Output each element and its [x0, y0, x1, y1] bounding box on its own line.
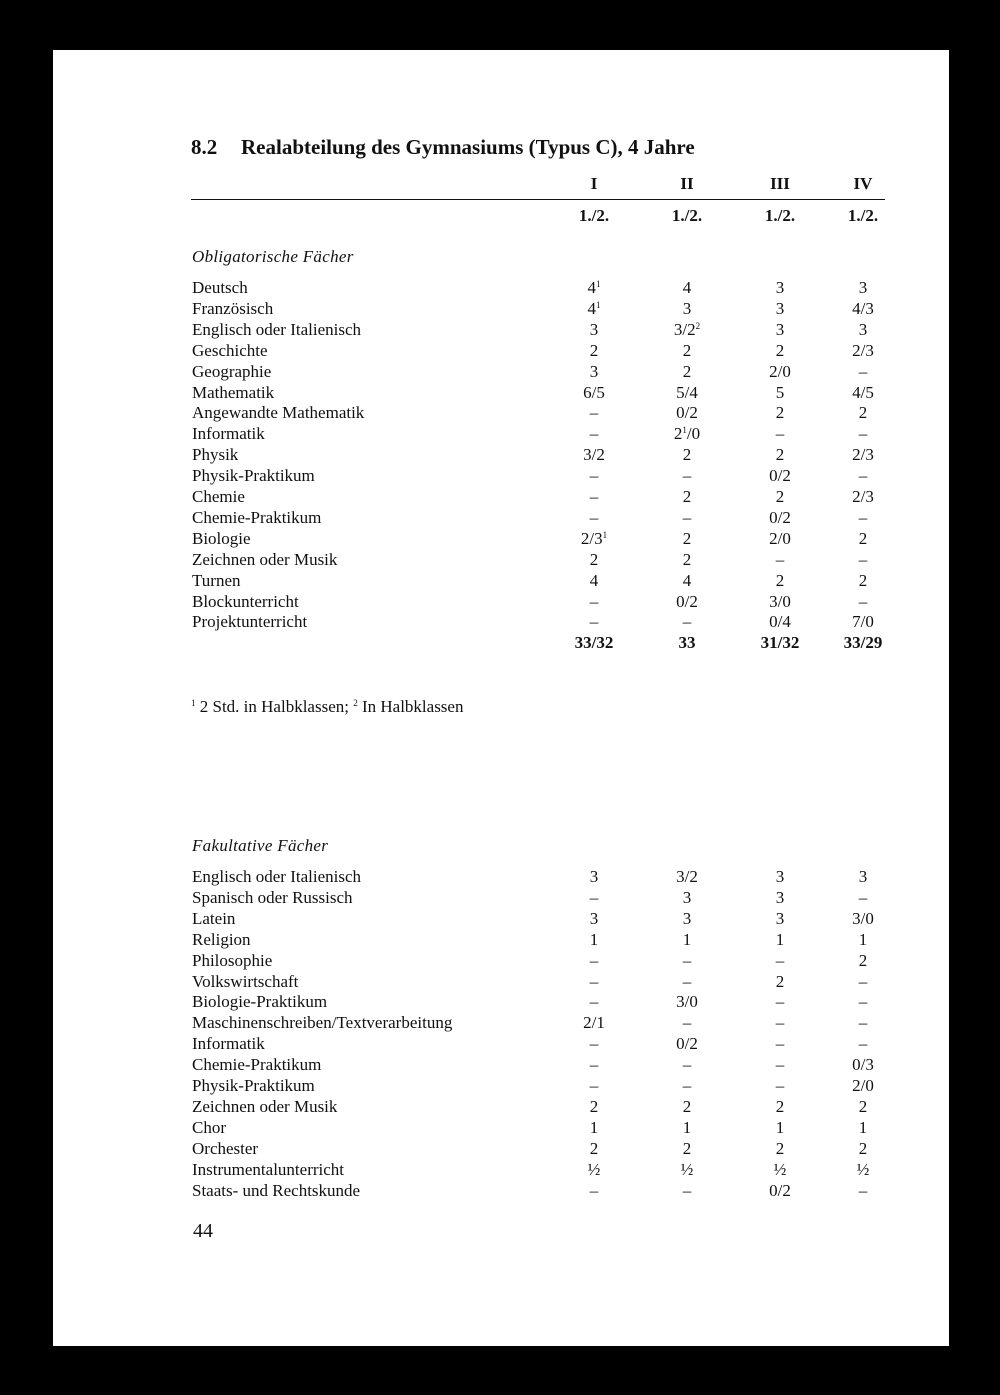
subject-name: Deutsch [192, 278, 248, 297]
total-year-2: 33 [678, 633, 696, 653]
hours-year-3: 2/0 [769, 528, 791, 548]
hours-year-3: 1 [775, 1117, 785, 1137]
obligatory-row [192, 277, 902, 298]
obligatory-heading: Obligatorische Fächer [192, 247, 354, 266]
hours-year-1: – [589, 1180, 599, 1200]
obligatory-row [192, 340, 902, 361]
hours-year-4: 2 [858, 1138, 868, 1158]
obligatory-row [192, 591, 902, 612]
hours-year-4: 2/3 [852, 340, 874, 360]
hours-year-3: 3 [775, 867, 785, 886]
hours-year-4: – [858, 971, 868, 991]
hours-year-3: 3 [775, 278, 785, 297]
hours-year-2: 0/2 [676, 1034, 698, 1054]
optional-row [192, 866, 902, 887]
obligatory-row [192, 570, 902, 591]
obligatory-row [192, 528, 902, 549]
hours-year-2: $3/2^2$ [673, 319, 701, 339]
hours-year-1: 3 [589, 908, 599, 928]
hours-year-4: – [858, 1034, 868, 1054]
hours-year-4: 4/3 [852, 298, 874, 318]
optional-row [192, 908, 902, 929]
document-page [53, 50, 949, 1346]
hours-year-4: 3 [858, 867, 868, 886]
hours-year-4: – [858, 1013, 868, 1033]
hours-year-3: – [775, 1055, 785, 1075]
obligatory-row [192, 382, 902, 403]
hours-year-2: – [682, 612, 692, 632]
hours-year-3: – [775, 549, 785, 569]
hours-year-2: – [682, 1180, 692, 1200]
hours-year-2: – [682, 1013, 692, 1033]
hours-year-3: 2 [775, 487, 785, 506]
hours-year-2: 0/2 [676, 403, 698, 423]
hours-year-4: 1 [858, 929, 868, 949]
subject-name: Informatik [192, 1034, 265, 1054]
optional-row [192, 1075, 902, 1096]
hours-year-1: – [589, 887, 599, 907]
hours-year-3: – [775, 992, 785, 1012]
subject-name: Biologie-Praktikum [192, 992, 328, 1012]
column-header-IV: IV [853, 174, 873, 193]
section-title [191, 135, 695, 160]
hours-year-1: ½ [587, 1159, 601, 1179]
hours-year-1: – [589, 466, 599, 486]
subject-name: Englisch oder Italienisch [192, 867, 362, 886]
optional-row [192, 929, 902, 950]
hours-year-3: 3 [775, 887, 785, 907]
hours-year-4: – [858, 1180, 868, 1200]
obligatory-row [192, 465, 902, 486]
hours-year-2: 3/0 [676, 992, 698, 1012]
hours-year-3: 3 [775, 319, 785, 339]
optional-row [192, 887, 902, 908]
hours-year-1: 1 [589, 929, 599, 949]
total-year-1: 33/32 [574, 633, 614, 653]
hours-year-1: 2 [589, 1138, 599, 1158]
hours-year-2: 3 [682, 298, 692, 318]
subject-name: Spanisch oder Russisch [192, 887, 353, 907]
hours-year-1: – [589, 612, 599, 632]
hours-year-3: – [775, 1013, 785, 1033]
hours-year-4: 2 [858, 528, 868, 548]
optional-row [192, 1096, 902, 1117]
hours-year-4: 3/0 [852, 908, 874, 928]
hours-year-1: 3 [589, 361, 599, 381]
subject-name: Religion [192, 929, 251, 949]
hours-year-2: 2 [682, 340, 692, 360]
hours-year-4: – [858, 424, 868, 444]
hours-year-3: 2 [775, 971, 785, 991]
hours-year-3: 5 [775, 382, 785, 402]
hours-year-1: – [589, 950, 599, 970]
hours-year-3: – [775, 950, 785, 970]
hours-year-4: 2 [858, 570, 868, 590]
optional-row [192, 971, 902, 992]
hours-year-4: 7/0 [852, 612, 874, 632]
semester-header-1: 1./2. [578, 206, 610, 225]
hours-year-1: – [589, 507, 599, 527]
hours-year-2: 1 [682, 1117, 692, 1137]
hours-year-4: – [858, 887, 868, 907]
hours-year-1: – [589, 1034, 599, 1054]
hours-year-3: 0/2 [769, 1180, 791, 1200]
hours-year-3: 2 [775, 1096, 785, 1116]
subject-name: Turnen [192, 570, 241, 590]
hours-year-2: 2 [682, 1138, 692, 1158]
hours-year-1: – [589, 403, 599, 423]
optional-row [192, 1180, 902, 1201]
subject-name: Mathematik [192, 382, 275, 402]
section-title-text: Realabteilung des Gymnasiums (Typus C), 4 Jahre [241, 135, 695, 159]
hours-year-4: – [858, 992, 868, 1012]
hours-year-4: 2/0 [852, 1076, 874, 1095]
header-rule [191, 199, 885, 200]
hours-year-2: – [682, 1055, 692, 1075]
subject-name: Chemie-Praktikum [192, 507, 322, 527]
optional-row [192, 1033, 902, 1054]
obligatory-row [192, 507, 902, 528]
hours-year-3: – [775, 424, 785, 444]
subject-name: Volkswirtschaft [192, 971, 299, 991]
hours-year-4: 3 [858, 319, 868, 339]
subject-name: Chor [192, 1117, 226, 1137]
hours-year-4: 2/3 [852, 487, 874, 506]
hours-year-2: 4 [682, 570, 692, 590]
hours-year-3: 3 [775, 298, 785, 318]
obligatory-row [192, 298, 902, 319]
semester-header-4: 1./2. [847, 206, 879, 225]
column-header-I: I [590, 174, 598, 193]
semester-header-2: 1./2. [671, 206, 703, 225]
total-year-3: 31/32 [760, 633, 800, 653]
optional-row [192, 991, 902, 1012]
subject-name: Zeichnen oder Musik [192, 549, 338, 569]
hours-year-2: – [682, 1076, 692, 1095]
hours-year-2: 3 [682, 908, 692, 928]
hours-year-1: – [589, 1076, 599, 1095]
hours-year-3: 2 [775, 403, 785, 423]
hours-year-1: $2/3^1$ [580, 528, 608, 548]
hours-year-4: 1 [858, 1117, 868, 1137]
hours-year-3: 0/4 [769, 612, 791, 632]
obligatory-row [192, 486, 902, 507]
section-number: 8.2 [191, 135, 218, 159]
subject-name: Geschichte [192, 340, 268, 360]
hours-year-1: 3 [589, 867, 599, 886]
hours-year-1: 2 [589, 1096, 599, 1116]
hours-year-4: – [858, 507, 868, 527]
hours-year-1: – [589, 992, 599, 1012]
hours-year-1: $4^1$ [587, 298, 601, 318]
subject-name: Geographie [192, 361, 272, 381]
subject-name: Staats- und Rechtskunde [192, 1180, 361, 1200]
hours-year-3: 3 [775, 908, 785, 928]
hours-year-2: 2 [682, 1096, 692, 1116]
hours-year-4: 2 [858, 403, 868, 423]
hours-year-3: 2/0 [769, 361, 791, 381]
hours-year-2: 2 [682, 361, 692, 381]
hours-year-1: 2 [589, 340, 599, 360]
column-header-II: II [680, 174, 694, 193]
hours-year-1: – [589, 591, 599, 611]
hours-year-4: – [858, 466, 868, 486]
subject-name: Philosophie [192, 950, 273, 970]
subject-name: Informatik [192, 424, 265, 444]
hours-year-4: – [858, 549, 868, 569]
hours-year-1: $4^1$ [587, 278, 601, 297]
hours-year-3: – [775, 1034, 785, 1054]
subject-name: Projektunterricht [192, 612, 308, 632]
hours-year-1: 1 [589, 1117, 599, 1137]
hours-year-2: 2 [682, 487, 692, 506]
hours-year-2: – [682, 507, 692, 527]
hours-year-2: 2 [682, 549, 692, 569]
subject-name: Biologie [192, 528, 251, 548]
hours-year-3: – [775, 1076, 785, 1095]
hours-year-2: ½ [680, 1159, 694, 1179]
hours-year-4: 3 [858, 278, 868, 297]
hours-year-3: 3/0 [769, 591, 791, 611]
obligatory-row [192, 361, 902, 382]
hours-year-4: ½ [856, 1159, 870, 1179]
optional-row [192, 950, 902, 971]
hours-year-2: 2 [682, 445, 692, 465]
hours-year-2: 2 [682, 528, 692, 548]
optional-heading: Fakultative Fächer [192, 836, 329, 855]
optional-row [192, 1159, 902, 1180]
hours-year-1: – [589, 971, 599, 991]
optional-row [192, 1117, 902, 1138]
optional-row [192, 1054, 902, 1075]
subject-name: Physik-Praktikum [192, 466, 315, 486]
hours-year-1: – [589, 487, 599, 506]
subject-name: Maschinenschreiben/Textverarbeitung [192, 1013, 453, 1033]
hours-year-3: 2 [775, 570, 785, 590]
page-number: 44 [193, 1220, 213, 1242]
hours-year-1: – [589, 424, 599, 444]
subject-name: Englisch oder Italienisch [192, 319, 362, 339]
hours-year-1: 2 [589, 549, 599, 569]
subject-name: Blockunterricht [192, 591, 299, 611]
hours-year-4: 0/3 [852, 1055, 874, 1075]
hours-year-1: – [589, 1055, 599, 1075]
hours-year-3: 1 [775, 929, 785, 949]
hours-year-2: – [682, 971, 692, 991]
subject-name: Chemie-Praktikum [192, 1055, 322, 1075]
obligatory-row [192, 319, 902, 340]
hours-year-2: 0/2 [676, 591, 698, 611]
optional-row [192, 1138, 902, 1159]
hours-year-2: 3 [682, 887, 692, 907]
subject-name: Physik-Praktikum [192, 1076, 315, 1095]
hours-year-3: ½ [773, 1159, 787, 1179]
subject-name: Chemie [192, 487, 245, 506]
subject-name: Instrumentalunterricht [192, 1159, 345, 1179]
subject-name: Angewandte Mathematik [192, 403, 365, 423]
hours-year-1: 2/1 [583, 1013, 605, 1033]
hours-year-2: 5/4 [676, 382, 698, 402]
hours-year-1: 3 [589, 319, 599, 339]
hours-year-2: – [682, 950, 692, 970]
hours-year-4: 4/5 [852, 382, 874, 402]
hours-year-4: 2/3 [852, 445, 874, 465]
hours-year-2: $2^1/0$ [673, 424, 701, 444]
subject-name: Physik [192, 445, 239, 465]
column-header-III: III [770, 174, 790, 193]
obligatory-row [192, 402, 902, 423]
subject-name: Orchester [192, 1138, 259, 1158]
obligatory-row [192, 549, 902, 570]
subject-name: Zeichnen oder Musik [192, 1096, 338, 1116]
subject-name: Französisch [192, 298, 274, 318]
hours-year-4: 2 [858, 950, 868, 970]
hours-year-1: 4 [589, 570, 599, 590]
obligatory-row [192, 611, 902, 632]
hours-year-2: 4 [682, 278, 692, 297]
hours-year-1: 3/2 [583, 445, 605, 465]
obligatory-row [192, 423, 902, 444]
hours-year-3: 2 [775, 445, 785, 465]
total-year-4: 33/29 [843, 633, 883, 653]
hours-year-3: 0/2 [769, 507, 791, 527]
totals-row [192, 632, 902, 653]
hours-year-2: 3/2 [676, 867, 698, 886]
hours-year-4: 2 [858, 1096, 868, 1116]
hours-year-4: – [858, 591, 868, 611]
hours-year-3: 0/2 [769, 466, 791, 486]
subject-name: Latein [192, 908, 236, 928]
hours-year-2: – [682, 466, 692, 486]
semester-header-3: 1./2. [764, 206, 796, 225]
hours-year-3: 2 [775, 1138, 785, 1158]
optional-row [192, 1012, 902, 1033]
hours-year-2: 1 [682, 929, 692, 949]
obligatory-row [192, 444, 902, 465]
hours-year-3: 2 [775, 340, 785, 360]
footnote: $^1$ 2 Std. in Halbklassen; $^2$ In Halbklassen [191, 697, 464, 716]
hours-year-1: 6/5 [583, 382, 605, 402]
hours-year-4: – [858, 361, 868, 381]
